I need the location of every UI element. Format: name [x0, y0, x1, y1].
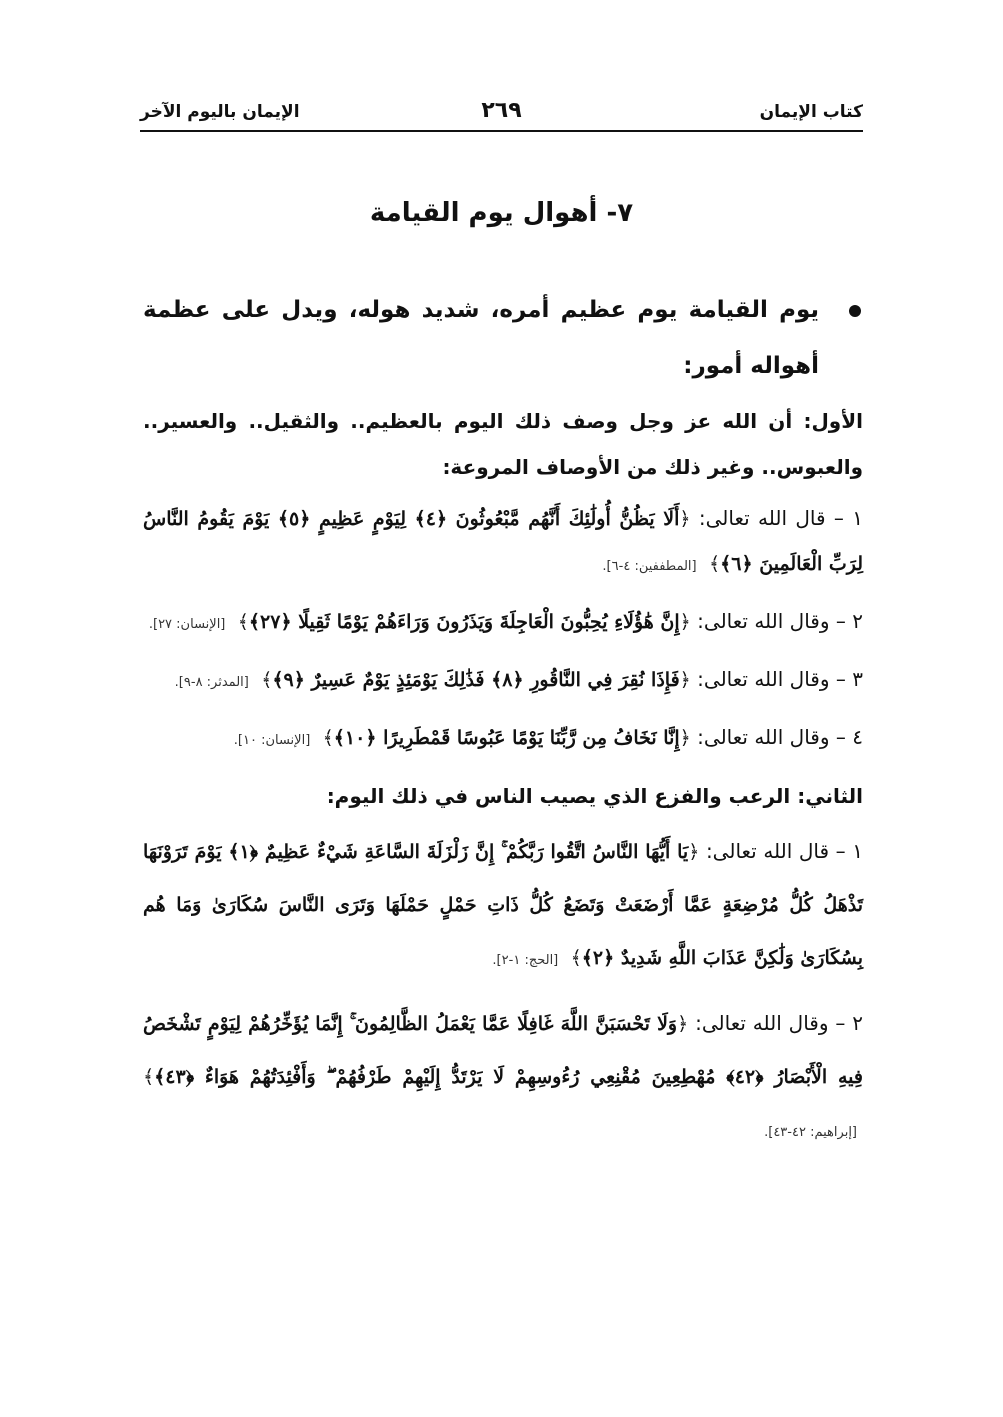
close-bracket: ﴾: [708, 553, 721, 575]
section-title: ٧- أهوال يوم القيامة: [369, 198, 634, 228]
item-intro: قال الله تعالى:: [698, 506, 826, 530]
open-bracket: ﴿: [679, 508, 691, 530]
verse-reference: [المطففين: ٤-٦].: [602, 559, 697, 574]
first-point-heading: الأول: أن الله عز وجل وصف ذلك اليوم بالعظيم.. والثقيل.. والعسير.. والعبوس.. وغير ذلك من الأوصاف المروعة:: [143, 409, 863, 479]
page-body: [143, 282, 863, 1169]
item-intro: وقال الله تعالى:: [697, 609, 830, 633]
second-item-2: [143, 997, 863, 1159]
verse-reference: [الإنسان: ١٠].: [233, 733, 311, 748]
item-number: ٣ –: [835, 667, 863, 691]
bullet-icon: [849, 305, 861, 317]
verse-text: إِنَّا نَخَافُ مِن رَّبِّنَا يَوْمًا عَبُوسًا قَمْطَرِيرًا ﴿١٠﴾: [333, 727, 680, 749]
verse-text: فَإِذَا نُقِرَ فِي النَّاقُورِ ﴿٨﴾ فَذَٰلِكَ يَوْمَئِذٍ يَوْمٌ عَسِيرٌ ﴿٩﴾: [272, 669, 680, 691]
page-number: ٢٦٩: [481, 98, 522, 123]
open-bracket: ﴿: [677, 1013, 689, 1035]
open-bracket: ﴿: [679, 611, 691, 633]
second-point-heading: الثاني: الرعب والفزع الذي يصيب الناس في ذلك اليوم:: [326, 784, 863, 808]
book-title: كتاب الإيمان: [759, 102, 863, 122]
item-intro: وقال الله تعالى:: [697, 667, 830, 691]
verse-text: يَا أَيُّهَا النَّاسُ اتَّقُوا رَبَّكُمْ ۚ إِنَّ زَلْزَلَةَ السَّاعَةِ شَيْءٌ عَظِيمٌ ﴿١﴾ يَوْمَ تَرَوْنَهَا تَذْهَلُ كُلُّ مُرْضِعَةٍ عَمَّا أَرْضَعَتْ وَتَضَعُ كُلُّ ذَاتِ حَمْلٍ حَمْلَهَا وَتَرَى النَّاسَ سُكَارَىٰ وَمَا هُم بِسُكَارَىٰ وَلَٰكِنَّ عَذَابَ اللَّهِ شَدِيدٌ ﴿٢﴾: [143, 841, 863, 969]
open-bracket: ﴿: [679, 727, 691, 749]
verse-reference: [الإنسان: ٢٧].: [148, 617, 226, 632]
header-rule: [140, 130, 863, 132]
close-bracket: ﴾: [237, 611, 249, 633]
verse-text: أَلَا يَظُنُّ أُولَٰئِكَ أَنَّهُم مَّبْعُوثُونَ ﴿٤﴾ لِيَوْمٍ عَظِيمٍ ﴿٥﴾ يَوْمَ يَقُومُ النَّاسُ لِرَبِّ الْعَالَمِينَ ﴿٦﴾: [143, 508, 863, 575]
item-intro: وقال الله تعالى:: [697, 725, 830, 749]
open-bracket: ﴿: [679, 669, 691, 691]
close-bracket: ﴾: [570, 947, 582, 969]
verse-text: وَلَا تَحْسَبَنَّ اللَّهَ غَافِلًا عَمَّا يَعْمَلُ الظَّالِمُونَ ۚ إِنَّمَا يُؤَخِّرُهُمْ لِيَوْمٍ تَشْخَصُ فِيهِ الْأَبْصَارُ ﴿٤٢﴾ مُهْطِعِينَ مُقْنِعِي رُءُوسِهِمْ لَا يَرْتَدُّ إِلَيْهِمْ طَرْفُهُمْ ۖ وَأَفْئِدَتُهُمْ هَوَاءٌ ﴿٤٣﴾: [143, 1013, 863, 1088]
second-item-1: [143, 825, 863, 987]
close-bracket: ﴾: [322, 727, 334, 749]
verse-reference: [المدثر: ٨-٩].: [174, 675, 249, 690]
close-bracket: ﴾: [261, 669, 273, 691]
close-bracket: ﴾: [143, 1066, 155, 1088]
first-item-2: [143, 599, 863, 647]
item-intro: قال الله تعالى:: [705, 839, 830, 863]
open-bracket: ﴿: [688, 841, 700, 863]
verse-text: إِنَّ هَٰؤُلَاءِ يُحِبُّونَ الْعَاجِلَةَ وَيَذَرُونَ وَرَاءَهُمْ يَوْمًا ثَقِيلًا ﴿٢٧﴾: [248, 611, 680, 633]
item-number: ٤ –: [835, 725, 863, 749]
verse-reference: [الحج: ١-٢].: [492, 953, 559, 968]
intro-paragraph: [143, 282, 863, 394]
item-number: ١ –: [835, 839, 863, 863]
verse-reference: [إبراهيم: ٤٢-٤٣].: [764, 1125, 857, 1140]
first-item-4: [143, 715, 863, 763]
chapter-title: الإيمان باليوم الآخر: [140, 102, 300, 122]
item-number: ٢ –: [835, 1011, 863, 1035]
item-number: ٢ –: [835, 609, 863, 633]
first-item-3: [143, 657, 863, 705]
item-intro: وقال الله تعالى:: [695, 1011, 829, 1035]
running-header: [140, 98, 863, 132]
item-number: ١ –: [833, 506, 863, 530]
intro-text: يوم القيامة يوم عظيم أمره، شديد هوله، ويدل على عظمة أهواله أمور:: [143, 297, 819, 379]
first-item-1: [143, 496, 863, 589]
